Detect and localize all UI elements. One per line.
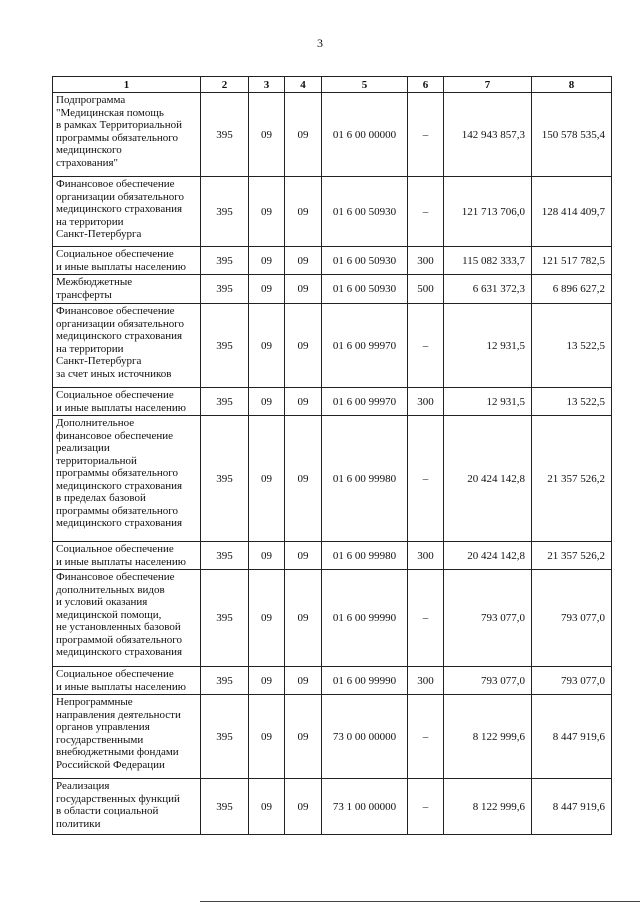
row-name-line: государственными: [56, 733, 144, 746]
cell-c2: 395: [201, 695, 249, 779]
cell-c5: 73 0 00 00000: [322, 695, 408, 779]
table-row: [53, 779, 612, 835]
row-name-line: Реализация: [56, 780, 110, 792]
cell-c8: 8 447 919,6: [532, 695, 612, 779]
row-name-line: программы обязательного: [56, 131, 178, 144]
cell-c4: 09: [285, 304, 322, 388]
row-name-line: Финансовое обеспечение: [56, 305, 175, 317]
cell-c3: 09: [249, 570, 285, 667]
row-name-line: в рамках Территориальной: [56, 119, 182, 131]
cell-c8: 121 517 782,5: [532, 247, 612, 275]
header-col-8: 8: [532, 77, 612, 93]
row-name: [53, 275, 201, 304]
row-name-line: реализации: [56, 442, 110, 454]
row-name: [53, 247, 201, 275]
row-name-line: направления деятельности: [56, 708, 181, 721]
cell-c2: 395: [201, 667, 249, 695]
table-row: [53, 388, 612, 416]
cell-c6: –: [408, 779, 444, 835]
cell-c5: 01 6 00 99990: [322, 667, 408, 695]
cell-c4: 09: [285, 695, 322, 779]
row-name-line: дополнительных видов: [56, 583, 165, 596]
cell-c3: 09: [249, 416, 285, 542]
cell-c5: 01 6 00 99970: [322, 388, 408, 416]
cell-c7: 142 943 857,3: [444, 93, 532, 177]
row-name-line: организации обязательного: [56, 317, 184, 330]
table-row: [53, 416, 612, 542]
cell-c7: 12 931,5: [444, 304, 532, 388]
cell-c6: 300: [408, 247, 444, 275]
row-name-line: Социальное обеспечение: [56, 543, 174, 555]
row-name-line: Социальное обеспечение: [56, 389, 174, 401]
header-col-2: 2: [201, 77, 249, 93]
header-col-5: 5: [322, 77, 408, 93]
table-row: [53, 304, 612, 388]
cell-c3: 09: [249, 388, 285, 416]
row-name-line: и иные выплаты населению: [56, 401, 186, 414]
row-name: [53, 779, 201, 835]
row-name-line: внебюджетными фондами: [56, 746, 179, 758]
cell-c2: 395: [201, 388, 249, 416]
row-name-line: Санкт-Петербурга: [56, 228, 142, 240]
cell-c4: 09: [285, 388, 322, 416]
cell-c5: 01 6 00 99980: [322, 542, 408, 570]
cell-c3: 09: [249, 93, 285, 177]
row-name: [53, 667, 201, 695]
table-row: [53, 247, 612, 275]
cell-c2: 395: [201, 93, 249, 177]
row-name: [53, 416, 201, 542]
cell-c8: 128 414 409,7: [532, 177, 612, 247]
cell-c5: 73 1 00 00000: [322, 779, 408, 835]
cell-c7: 8 122 999,6: [444, 695, 532, 779]
cell-c2: 395: [201, 542, 249, 570]
table-row: [53, 570, 612, 667]
page-edge-line: [200, 901, 640, 902]
cell-c6: –: [408, 695, 444, 779]
row-name-line: Финансовое обеспечение: [56, 571, 175, 583]
row-name-line: финансовое обеспечение: [56, 429, 173, 442]
page-number: 3: [317, 36, 323, 50]
row-name-line: и иные выплаты населению: [56, 260, 186, 273]
row-name-line: трансферты: [56, 288, 112, 301]
row-name: [53, 304, 201, 388]
row-name-line: медицинской помощи,: [56, 608, 162, 621]
cell-c3: 09: [249, 247, 285, 275]
cell-c2: 395: [201, 177, 249, 247]
table-row: [53, 275, 612, 304]
header-col-6: 6: [408, 77, 444, 93]
cell-c5: 01 6 00 99990: [322, 570, 408, 667]
row-name-line: не установленных базовой: [56, 621, 181, 633]
cell-c4: 09: [285, 570, 322, 667]
cell-c5: 01 6 00 50930: [322, 247, 408, 275]
row-name-line: Социальное обеспечение: [56, 248, 174, 260]
cell-c3: 09: [249, 695, 285, 779]
cell-c4: 09: [285, 416, 322, 542]
header-col-7: 7: [444, 77, 532, 93]
row-name-line: программы обязательного: [56, 467, 178, 479]
row-name-line: Межбюджетные: [56, 276, 133, 288]
row-name-line: в области социальной: [56, 805, 159, 817]
row-name-line: в пределах базовой: [56, 492, 146, 504]
row-name-line: государственных функций: [56, 792, 180, 805]
cell-c2: 395: [201, 570, 249, 667]
table-row: [53, 695, 612, 779]
cell-c7: 793 077,0: [444, 570, 532, 667]
row-name-line: и иные выплаты населению: [56, 680, 186, 693]
cell-c6: –: [408, 93, 444, 177]
row-name: [53, 542, 201, 570]
cell-c8: 8 447 919,6: [532, 779, 612, 835]
cell-c3: 09: [249, 779, 285, 835]
row-name-line: медицинского страхования: [56, 203, 183, 215]
row-name-line: Подпрограмма: [56, 94, 126, 106]
row-name-line: Санкт-Петербурга: [56, 355, 142, 367]
row-name: [53, 177, 201, 247]
row-name-line: за счет иных источников: [56, 367, 172, 380]
row-name-line: организации обязательного: [56, 190, 184, 203]
row-name-line: Социальное обеспечение: [56, 668, 174, 680]
cell-c3: 09: [249, 667, 285, 695]
cell-c3: 09: [249, 275, 285, 304]
row-name-line: на территории: [56, 215, 124, 228]
row-name-line: политики: [56, 817, 101, 830]
cell-c7: 8 122 999,6: [444, 779, 532, 835]
row-name-line: медицинского страхования: [56, 646, 183, 658]
cell-c2: 395: [201, 275, 249, 304]
cell-c5: 01 6 00 50930: [322, 275, 408, 304]
cell-c5: 01 6 00 99970: [322, 304, 408, 388]
row-name: [53, 695, 201, 779]
cell-c5: 01 6 00 00000: [322, 93, 408, 177]
row-name-line: медицинского страхования: [56, 330, 183, 342]
table-body: [53, 93, 612, 835]
cell-c6: 300: [408, 542, 444, 570]
budget-table: [52, 76, 612, 835]
row-name-line: и иные выплаты населению: [56, 555, 186, 568]
row-name-line: программой обязательного: [56, 633, 182, 646]
cell-c6: 300: [408, 667, 444, 695]
cell-c2: 395: [201, 304, 249, 388]
cell-c8: 13 522,5: [532, 388, 612, 416]
cell-c4: 09: [285, 247, 322, 275]
cell-c7: 12 931,5: [444, 388, 532, 416]
cell-c6: 300: [408, 388, 444, 416]
row-name-line: на территории: [56, 342, 124, 355]
cell-c8: 21 357 526,2: [532, 416, 612, 542]
cell-c4: 09: [285, 667, 322, 695]
cell-c2: 395: [201, 247, 249, 275]
row-name-line: программы обязательного: [56, 504, 178, 517]
cell-c6: –: [408, 570, 444, 667]
cell-c7: 20 424 142,8: [444, 416, 532, 542]
row-name-line: медицинского страхования: [56, 517, 183, 529]
cell-c7: 115 082 333,7: [444, 247, 532, 275]
cell-c2: 395: [201, 779, 249, 835]
cell-c4: 09: [285, 779, 322, 835]
cell-c8: 793 077,0: [532, 667, 612, 695]
cell-c4: 09: [285, 93, 322, 177]
header-col-3: 3: [249, 77, 285, 93]
cell-c3: 09: [249, 304, 285, 388]
cell-c7: 20 424 142,8: [444, 542, 532, 570]
cell-c8: 13 522,5: [532, 304, 612, 388]
row-name: [53, 388, 201, 416]
cell-c3: 09: [249, 177, 285, 247]
cell-c3: 09: [249, 542, 285, 570]
row-name-line: медицинского: [56, 144, 122, 156]
row-name-line: Российской Федерации: [56, 758, 165, 771]
cell-c4: 09: [285, 275, 322, 304]
row-name-line: Непрограммные: [56, 696, 133, 708]
cell-c6: –: [408, 416, 444, 542]
row-name-line: органов управления: [56, 721, 150, 733]
cell-c6: 500: [408, 275, 444, 304]
row-name-line: Дополнительное: [56, 417, 135, 429]
cell-c2: 395: [201, 416, 249, 542]
row-name-line: и условий оказания: [56, 596, 148, 608]
cell-c6: –: [408, 304, 444, 388]
row-name-line: территориальной: [56, 454, 137, 467]
row-name-line: Финансовое обеспечение: [56, 178, 175, 190]
cell-c6: –: [408, 177, 444, 247]
cell-c5: 01 6 00 50930: [322, 177, 408, 247]
row-name-line: медицинского страхования: [56, 479, 183, 492]
header-col-4: 4: [285, 77, 322, 93]
row-name: [53, 570, 201, 667]
cell-c8: 21 357 526,2: [532, 542, 612, 570]
table-row: [53, 93, 612, 177]
cell-c7: 121 713 706,0: [444, 177, 532, 247]
table-row: [53, 667, 612, 695]
cell-c8: 6 896 627,2: [532, 275, 612, 304]
header-col-1: 1: [53, 77, 201, 93]
row-name-line: "Медицинская помощь: [56, 106, 164, 119]
cell-c7: 6 631 372,3: [444, 275, 532, 304]
cell-c8: 150 578 535,4: [532, 93, 612, 177]
cell-c7: 793 077,0: [444, 667, 532, 695]
table-row: [53, 542, 612, 570]
cell-c4: 09: [285, 177, 322, 247]
table-row: [53, 177, 612, 247]
table-header: [53, 77, 612, 93]
cell-c8: 793 077,0: [532, 570, 612, 667]
cell-c5: 01 6 00 99980: [322, 416, 408, 542]
row-name-line: страхования": [56, 156, 119, 169]
cell-c4: 09: [285, 542, 322, 570]
row-name: [53, 93, 201, 177]
